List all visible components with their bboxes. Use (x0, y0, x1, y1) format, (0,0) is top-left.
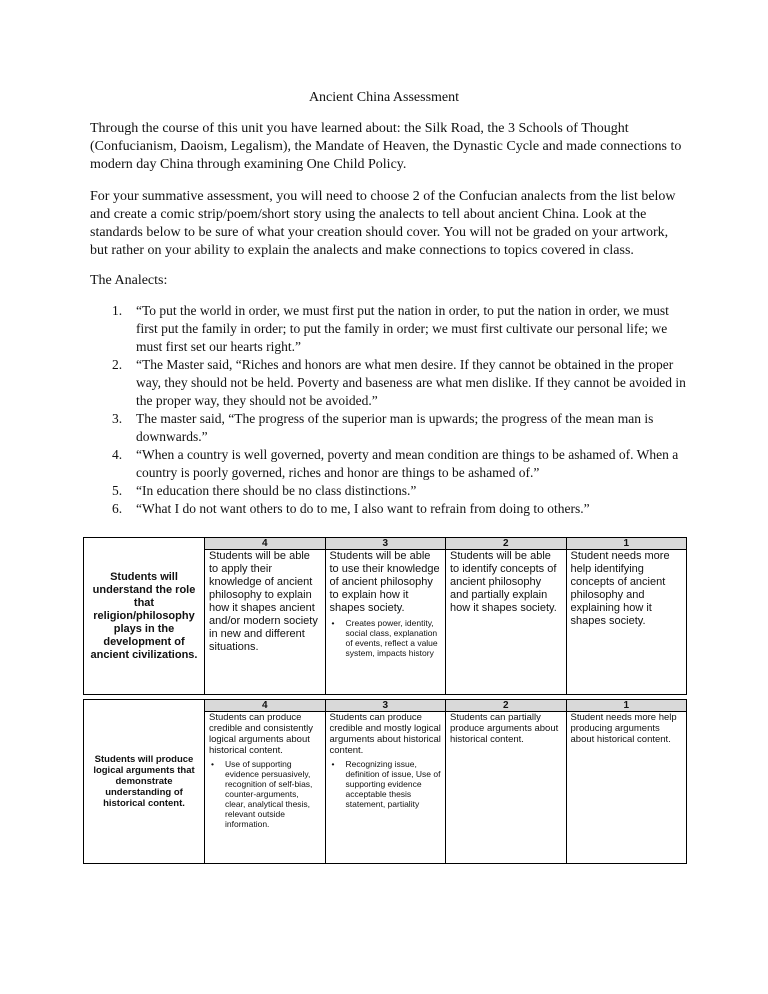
analect-item (90, 356, 690, 410)
score-header: 2 (446, 700, 567, 712)
rubric-cell-text: Students can produce credible and mostly logical arguments about historical content. (329, 712, 441, 756)
rubric-cell-text: Students will be able to use their knowledge of ancient philosophy to explain how it shapes society. (329, 550, 440, 614)
analect-number: 4. (112, 447, 123, 462)
analect-item (90, 482, 690, 500)
bullet-icon: • (331, 618, 335, 628)
rubric-cell-text: Students will be able to apply their knowledge of ancient philosophy to explain how it shapes ancient and/or modern society in new and different situations. (209, 550, 318, 653)
score-header: 1 (566, 700, 687, 712)
analect-text: “To put the world in order, we must first put the nation in order, to put the nation in order, we must first put the family in order; to put the family in order; we must first cultivate our personal life; we must first set our hearts right.” (136, 303, 669, 354)
rubric-cell (566, 550, 687, 695)
analect-text: The master said, “The progress of the superior man is upwards; the progress of the mean man is downwards.” (136, 411, 654, 444)
intro-paragraph: Through the course of this unit you have learned about: the Silk Road, the 3 Schools of Thought (Confucianism, Daoism, Legalism), the Mandate of Heaven, the Dynastic Cycle and made connections to modern day China through examining One Child Policy. (90, 121, 682, 172)
rubric-cell-text: Student needs more help identifying concepts of ancient philosophy and explaining how it shapes society. (570, 550, 670, 627)
rubric-bullet-list (330, 618, 442, 658)
rubric-cell (205, 550, 326, 695)
rubric-criterion: Students will understand the role that religion/philosophy plays in the development of ancient civilizations. (84, 538, 205, 695)
analect-text: “What I do not want others to do to me, I also want to refrain from doing to others.” (136, 501, 590, 516)
score-header: 1 (566, 538, 687, 550)
document-title: Ancient China Assessment (308, 90, 460, 105)
analect-number: 2. (112, 357, 123, 372)
rubric-cell-text: Students can produce credible and consistently logical arguments about historical content. (209, 712, 314, 756)
rubric-cell (446, 550, 567, 695)
rubric-cell-text: Students can partially produce arguments about historical content. (450, 712, 559, 745)
analect-item (90, 446, 690, 482)
rubric-criterion: Students will produce logical arguments that demonstrate understanding of historical content. (84, 700, 205, 864)
analects-list (90, 302, 690, 518)
score-header: 3 (325, 538, 446, 550)
analect-number: 1. (112, 303, 123, 318)
analect-number: 3. (112, 411, 123, 426)
score-header: 3 (325, 700, 446, 712)
analect-number: 6. (112, 501, 123, 516)
bullet-icon: • (331, 759, 335, 769)
rubric-cell (446, 712, 567, 864)
analect-text: “The Master said, “Riches and honors are what men desire. If they cannot be obtained in the proper way, they should not be held. Poverty and baseness are what men dislike. If they cannot be avoided in the proper way, they should not be avoided.” (136, 357, 686, 408)
rubric-bullet (209, 759, 321, 829)
score-header: 4 (205, 538, 326, 550)
rubric-cell (325, 712, 446, 864)
analects-heading: The Analects: (90, 273, 168, 288)
rubric-cell (325, 550, 446, 695)
analect-number: 5. (112, 483, 123, 498)
rubric-bullet-list (330, 759, 442, 809)
rubric-cell (205, 712, 326, 864)
bullet-icon: • (211, 759, 214, 769)
rubric-cell-text: Student needs more help producing arguments about historical content. (570, 712, 677, 745)
score-header: 4 (205, 700, 326, 712)
rubric-bullet-text: Recognizing issue, definition of issue, Use of supporting evidence acceptable thesis statement, partiality (345, 759, 441, 809)
assignment-paragraph: For your summative assessment, you will need to choose 2 of the Confucian analects from the list below and create a comic strip/poem/short story using the analects to tell about ancient China. Look at the standards below to be sure of what your creation should cover. You will not be graded on your artwork, but rather on your ability to explain the analects and make connections to topics covered in class. (90, 189, 676, 258)
analect-item (90, 500, 690, 518)
score-header: 2 (446, 538, 567, 550)
rubric-cell-text: Students will be able to identify concepts of ancient philosophy and partially explain how it shapes society. (450, 550, 557, 614)
analect-item (90, 410, 690, 446)
rubric-bullet-text: Use of supporting evidence persuasively, recognition of self-bias, counter-arguments, clear, analytical thesis, relevant outside information. (225, 759, 313, 829)
analect-item (90, 302, 690, 356)
rubric-table-arguments (83, 699, 687, 864)
rubric-bullet-text: Creates power, identity, social class, explanation of events, reflect a value system, impacts history (345, 618, 438, 658)
rubric-bullet-list (209, 759, 321, 829)
rubric-cell (566, 712, 687, 864)
analect-text: “When a country is well governed, poverty and mean condition are things to be ashamed of. When a country is poorly governed, riches and honor are things to be ashamed of.” (136, 447, 679, 480)
rubric-table-philosophy (83, 537, 687, 695)
rubric-bullet (330, 759, 442, 809)
analect-text: “In education there should be no class distinctions.” (136, 483, 417, 498)
rubric-bullet (330, 618, 442, 658)
